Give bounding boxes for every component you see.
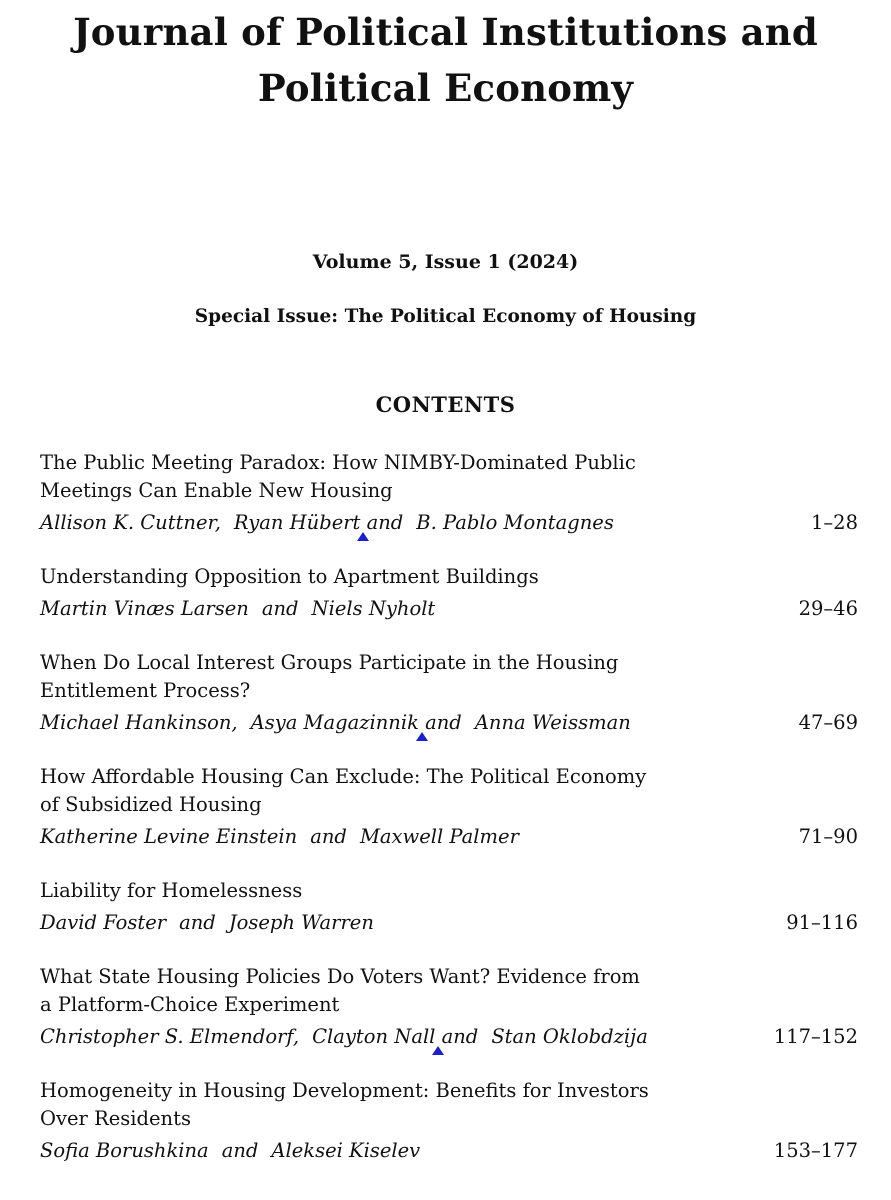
article-title[interactable]: [40, 963, 720, 1019]
annotation-marker-icon: [432, 1046, 444, 1055]
table-of-contents: [40, 449, 858, 1191]
article-meta: [40, 508, 858, 538]
article-authors: [40, 822, 519, 852]
issue-volume: Volume 5, Issue 1 (2024): [312, 251, 579, 273]
article-authors: [40, 708, 631, 738]
author-conjunction: and: [261, 597, 299, 620]
author-name: David Foster: [40, 911, 167, 934]
author-name: Katherine Levine Einstein: [40, 825, 298, 848]
author-conjunction: and: [441, 1025, 479, 1048]
article-authors: [40, 594, 435, 624]
article-meta: [40, 908, 858, 938]
article-meta: [40, 594, 858, 624]
article-meta: [40, 822, 858, 852]
journal-title: [0, 4, 891, 116]
journal-title-line-1: Journal of Political Institutions and: [73, 10, 818, 54]
page-range: 91–116: [786, 911, 858, 934]
author-name-text: Ryan Hübert: [233, 511, 361, 534]
special-issue-title: Special Issue: The Political Economy of Housing: [194, 306, 697, 327]
article-title-line: The Public Meeting Paradox: How NIMBY-Dominated Public: [40, 451, 636, 474]
toc-entry: [40, 877, 858, 938]
article-title[interactable]: [40, 649, 720, 705]
article-title-line: Over Residents: [40, 1107, 191, 1130]
author-name: Christopher S. Elmendorf,: [40, 1025, 300, 1048]
article-title[interactable]: [40, 763, 720, 819]
article-authors: [40, 1022, 648, 1052]
author-name: Martin Vinæs Larsen: [40, 597, 249, 620]
author-name: Maxwell Palmer: [359, 825, 519, 848]
page-range: 153–177: [773, 1139, 858, 1162]
article-title-line: Homogeneity in Housing Development: Benefits for Investors: [40, 1079, 649, 1102]
author-conjunction: and: [366, 511, 404, 534]
author-name: Sofia Borushkina: [40, 1139, 209, 1162]
article-meta: [40, 708, 858, 738]
author-name: Niels Nyholt: [311, 597, 436, 620]
contents-heading: CONTENTS: [375, 392, 516, 417]
article-title-line: Understanding Opposition to Apartment Buildings: [40, 565, 539, 588]
toc-entry: [40, 963, 858, 1052]
toc-entry: [40, 563, 858, 624]
author-conjunction: and: [221, 1139, 259, 1162]
page-range: 71–90: [798, 825, 858, 848]
article-meta: [40, 1136, 858, 1166]
page-range: 117–152: [773, 1025, 858, 1048]
journal-title-line-2: Political Economy: [257, 66, 634, 110]
author-name: [251, 711, 419, 734]
article-authors: [40, 908, 374, 938]
author-conjunction: and: [310, 825, 347, 848]
author-name: Aleksei Kiselev: [271, 1139, 421, 1162]
article-title-line: When Do Local Interest Groups Participate in the Housing: [40, 651, 619, 674]
author-conjunction: and: [179, 911, 216, 934]
author-name: Joseph Warren: [228, 911, 374, 934]
article-title-line: Liability for Homelessness: [40, 879, 303, 902]
author-name: Anna Weissman: [474, 711, 631, 734]
article-title-line: of Subsidized Housing: [40, 793, 262, 816]
annotation-marker-icon: [357, 532, 369, 541]
annotation-marker-icon: [416, 732, 428, 741]
author-name: Michael Hankinson,: [40, 711, 238, 734]
article-title[interactable]: [40, 877, 720, 905]
author-conjunction: and: [425, 711, 462, 734]
article-title[interactable]: [40, 449, 720, 505]
author-name: [312, 1025, 435, 1048]
article-authors: [40, 1136, 420, 1166]
author-name-text: Asya Magazinnik: [250, 711, 419, 734]
article-title[interactable]: [40, 1077, 720, 1133]
article-title-line: a Platform-Choice Experiment: [40, 993, 340, 1016]
article-authors: [40, 508, 614, 538]
article-title-line: Meetings Can Enable New Housing: [40, 479, 393, 502]
toc-entry: [40, 1077, 858, 1166]
article-title[interactable]: [40, 563, 720, 591]
article-meta: [40, 1022, 858, 1052]
page-range: 47–69: [798, 711, 858, 734]
toc-entry: [40, 449, 858, 538]
toc-entry: [40, 649, 858, 738]
page-range: 29–46: [798, 597, 858, 620]
toc-entry: [40, 763, 858, 852]
author-name: [234, 511, 360, 534]
article-title-line: Entitlement Process?: [40, 679, 251, 702]
author-name: B. Pablo Montagnes: [416, 511, 614, 534]
author-name: Stan Oklobdzija: [491, 1025, 648, 1048]
article-title-line: What State Housing Policies Do Voters Want? Evidence from: [40, 965, 640, 988]
author-name: Allison K. Cuttner,: [40, 511, 221, 534]
page-range: 1–28: [811, 511, 858, 534]
author-name-text: Clayton Nall: [312, 1025, 436, 1048]
article-title-line: How Affordable Housing Can Exclude: The Political Economy: [40, 765, 647, 788]
